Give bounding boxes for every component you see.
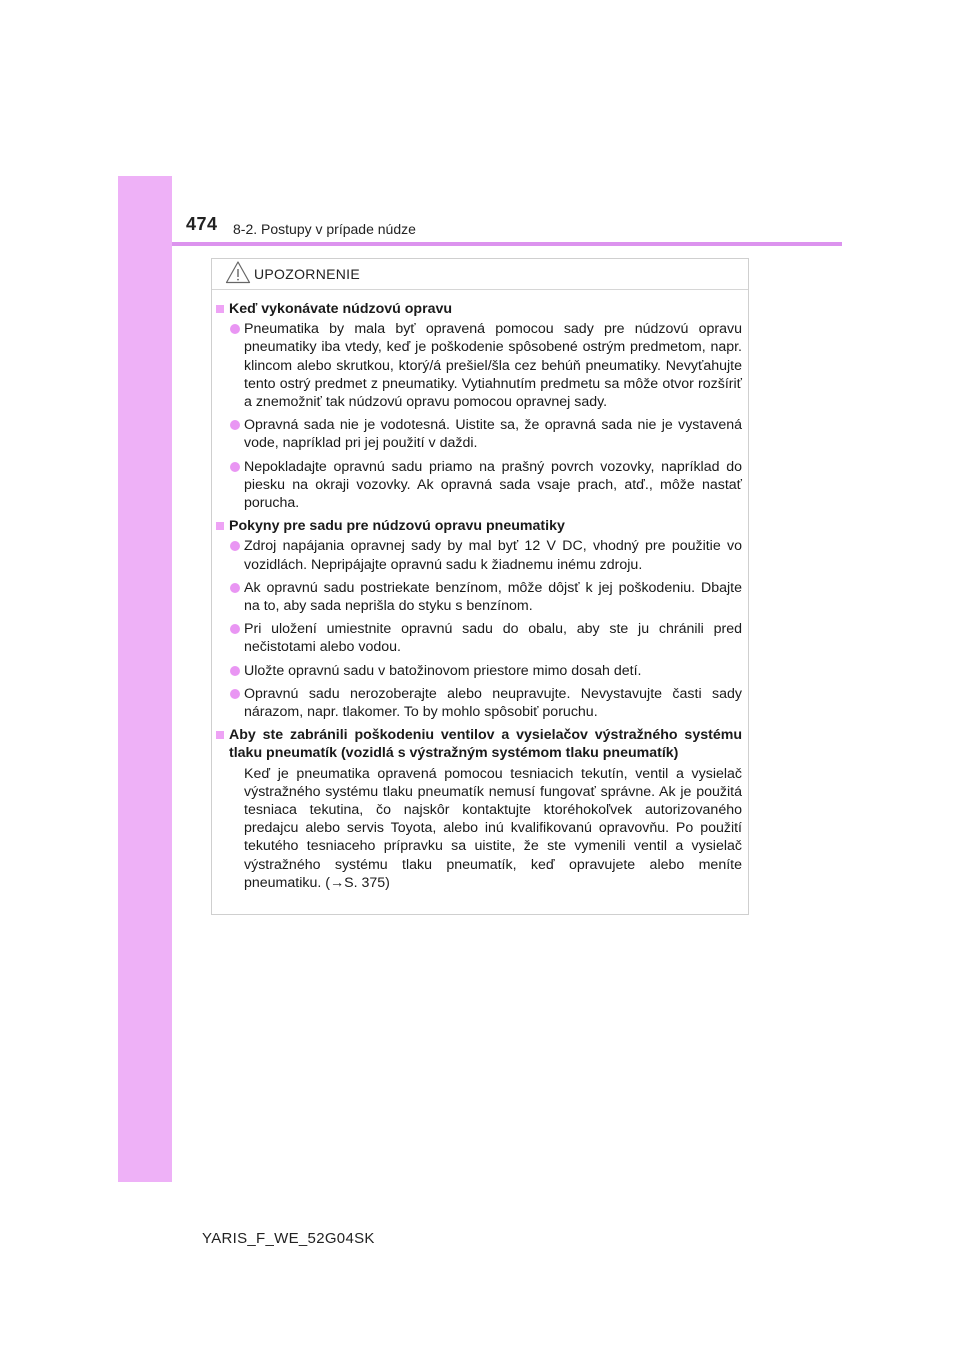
list-item: Uložte opravnú sadu v batožinovom priestore mimo dosah detí. — [216, 662, 742, 680]
warning-body — [212, 290, 748, 892]
warning-box — [211, 258, 749, 915]
square-bullet-icon — [216, 522, 224, 530]
round-bullet-icon — [230, 324, 240, 334]
square-bullet-icon — [216, 731, 224, 739]
round-bullet-icon — [230, 420, 240, 430]
round-bullet-icon — [230, 689, 240, 699]
round-bullet-icon — [230, 583, 240, 593]
subheading-kit-instructions: Pokyny pre sadu pre núdzovú opravu pneumatiky — [216, 517, 742, 535]
round-bullet-icon — [230, 666, 240, 676]
round-bullet-icon — [230, 541, 240, 551]
list-item: Pri uložení umiestnite opravnú sadu do obalu, aby ste ju chránili pred nečistotami alebo vodou. — [216, 620, 742, 656]
round-bullet-icon — [230, 462, 240, 472]
header-rule — [172, 242, 842, 246]
list-item: Pneumatika by mala byť opravená pomocou sady pre núdzovú opravu pneumatiky iba vtedy, keď je poškodenie spôsobené ostrým predmetom, napr. klincom alebo skrutkou, ktorý/á prešiel/šla cez behúň pneumatiky. Nevyťahujte tento ostrý predmet z pneumatiky. Vytiahnutím predmetu sa môže otvor rozšíriť a znemožniť tak núdzovú opravu pomocou opravnej sady. — [216, 320, 742, 411]
document-code: YARIS_F_WE_52G04SK — [202, 1230, 375, 1247]
round-bullet-icon — [230, 624, 240, 634]
list-item: Zdroj napájania opravnej sady by mal byť 12 V DC, vhodný pre použitie vo vozidlách. Nepripájajte opravnú sadu k žiadnemu inému zdroju. — [216, 537, 742, 573]
list-item: Opravná sada nie je vodotesná. Uistite sa, že opravná sada nie je vystavená vode, napríklad pri jej použití v daždi. — [216, 416, 742, 452]
warning-triangle-icon — [225, 260, 251, 289]
chapter-side-band — [118, 176, 172, 1182]
subheading-valve-protection: Aby ste zabránili poškodeniu ventilov a vysielačov výstražného systému tlaku pneumatík (vozidlá s výstražným systémom tlaku pneumatík) — [216, 726, 742, 762]
page-number: 474 — [186, 214, 218, 234]
list-item: Nepokladajte opravnú sadu priamo na prašný povrch vozovky, napríklad do piesku na okraji vozovky. Ak opravná sada vsaje prach, atď., môže nastať porucha. — [216, 458, 742, 513]
section-title: 8-2. Postupy v prípade núdze — [233, 221, 416, 237]
valve-protection-paragraph: Keď je pneumatika opravená pomocou tesniacich tekutín, ventil a vysielač výstražného systému tlaku pneumatík nemusí fungovať správne. Ak je použitá tesniaca tekutina, čo najskôr kontaktujte ktoréhokoľvek autorizovaného predajcu alebo servis Toyota, alebo inú kvalifikovanú opravovňu. Po použití tekutého tesniaceho prípravku sa uistite, že ste vymenili ventil a vysielač výstražného systému tlaku pneumatík, keď opravujete alebo meníte pneumatiku. (→S. 375) — [244, 765, 742, 891]
square-bullet-icon — [216, 305, 224, 313]
warning-header — [212, 259, 748, 290]
subheading-emergency-repair: Keď vykonávate núdzovú opravu — [216, 300, 742, 318]
list-item: Opravnú sadu nerozoberajte alebo neupravujte. Nevystavujte časti sady nárazom, napr. tlakomer. To by mohlo spôsobiť poruchu. — [216, 685, 742, 721]
list-item: Ak opravnú sadu postriekate benzínom, môže dôjsť k jej poškodeniu. Dbajte na to, aby sada neprišla do styku s benzínom. — [216, 579, 742, 615]
warning-label: UPOZORNENIE — [254, 266, 360, 282]
